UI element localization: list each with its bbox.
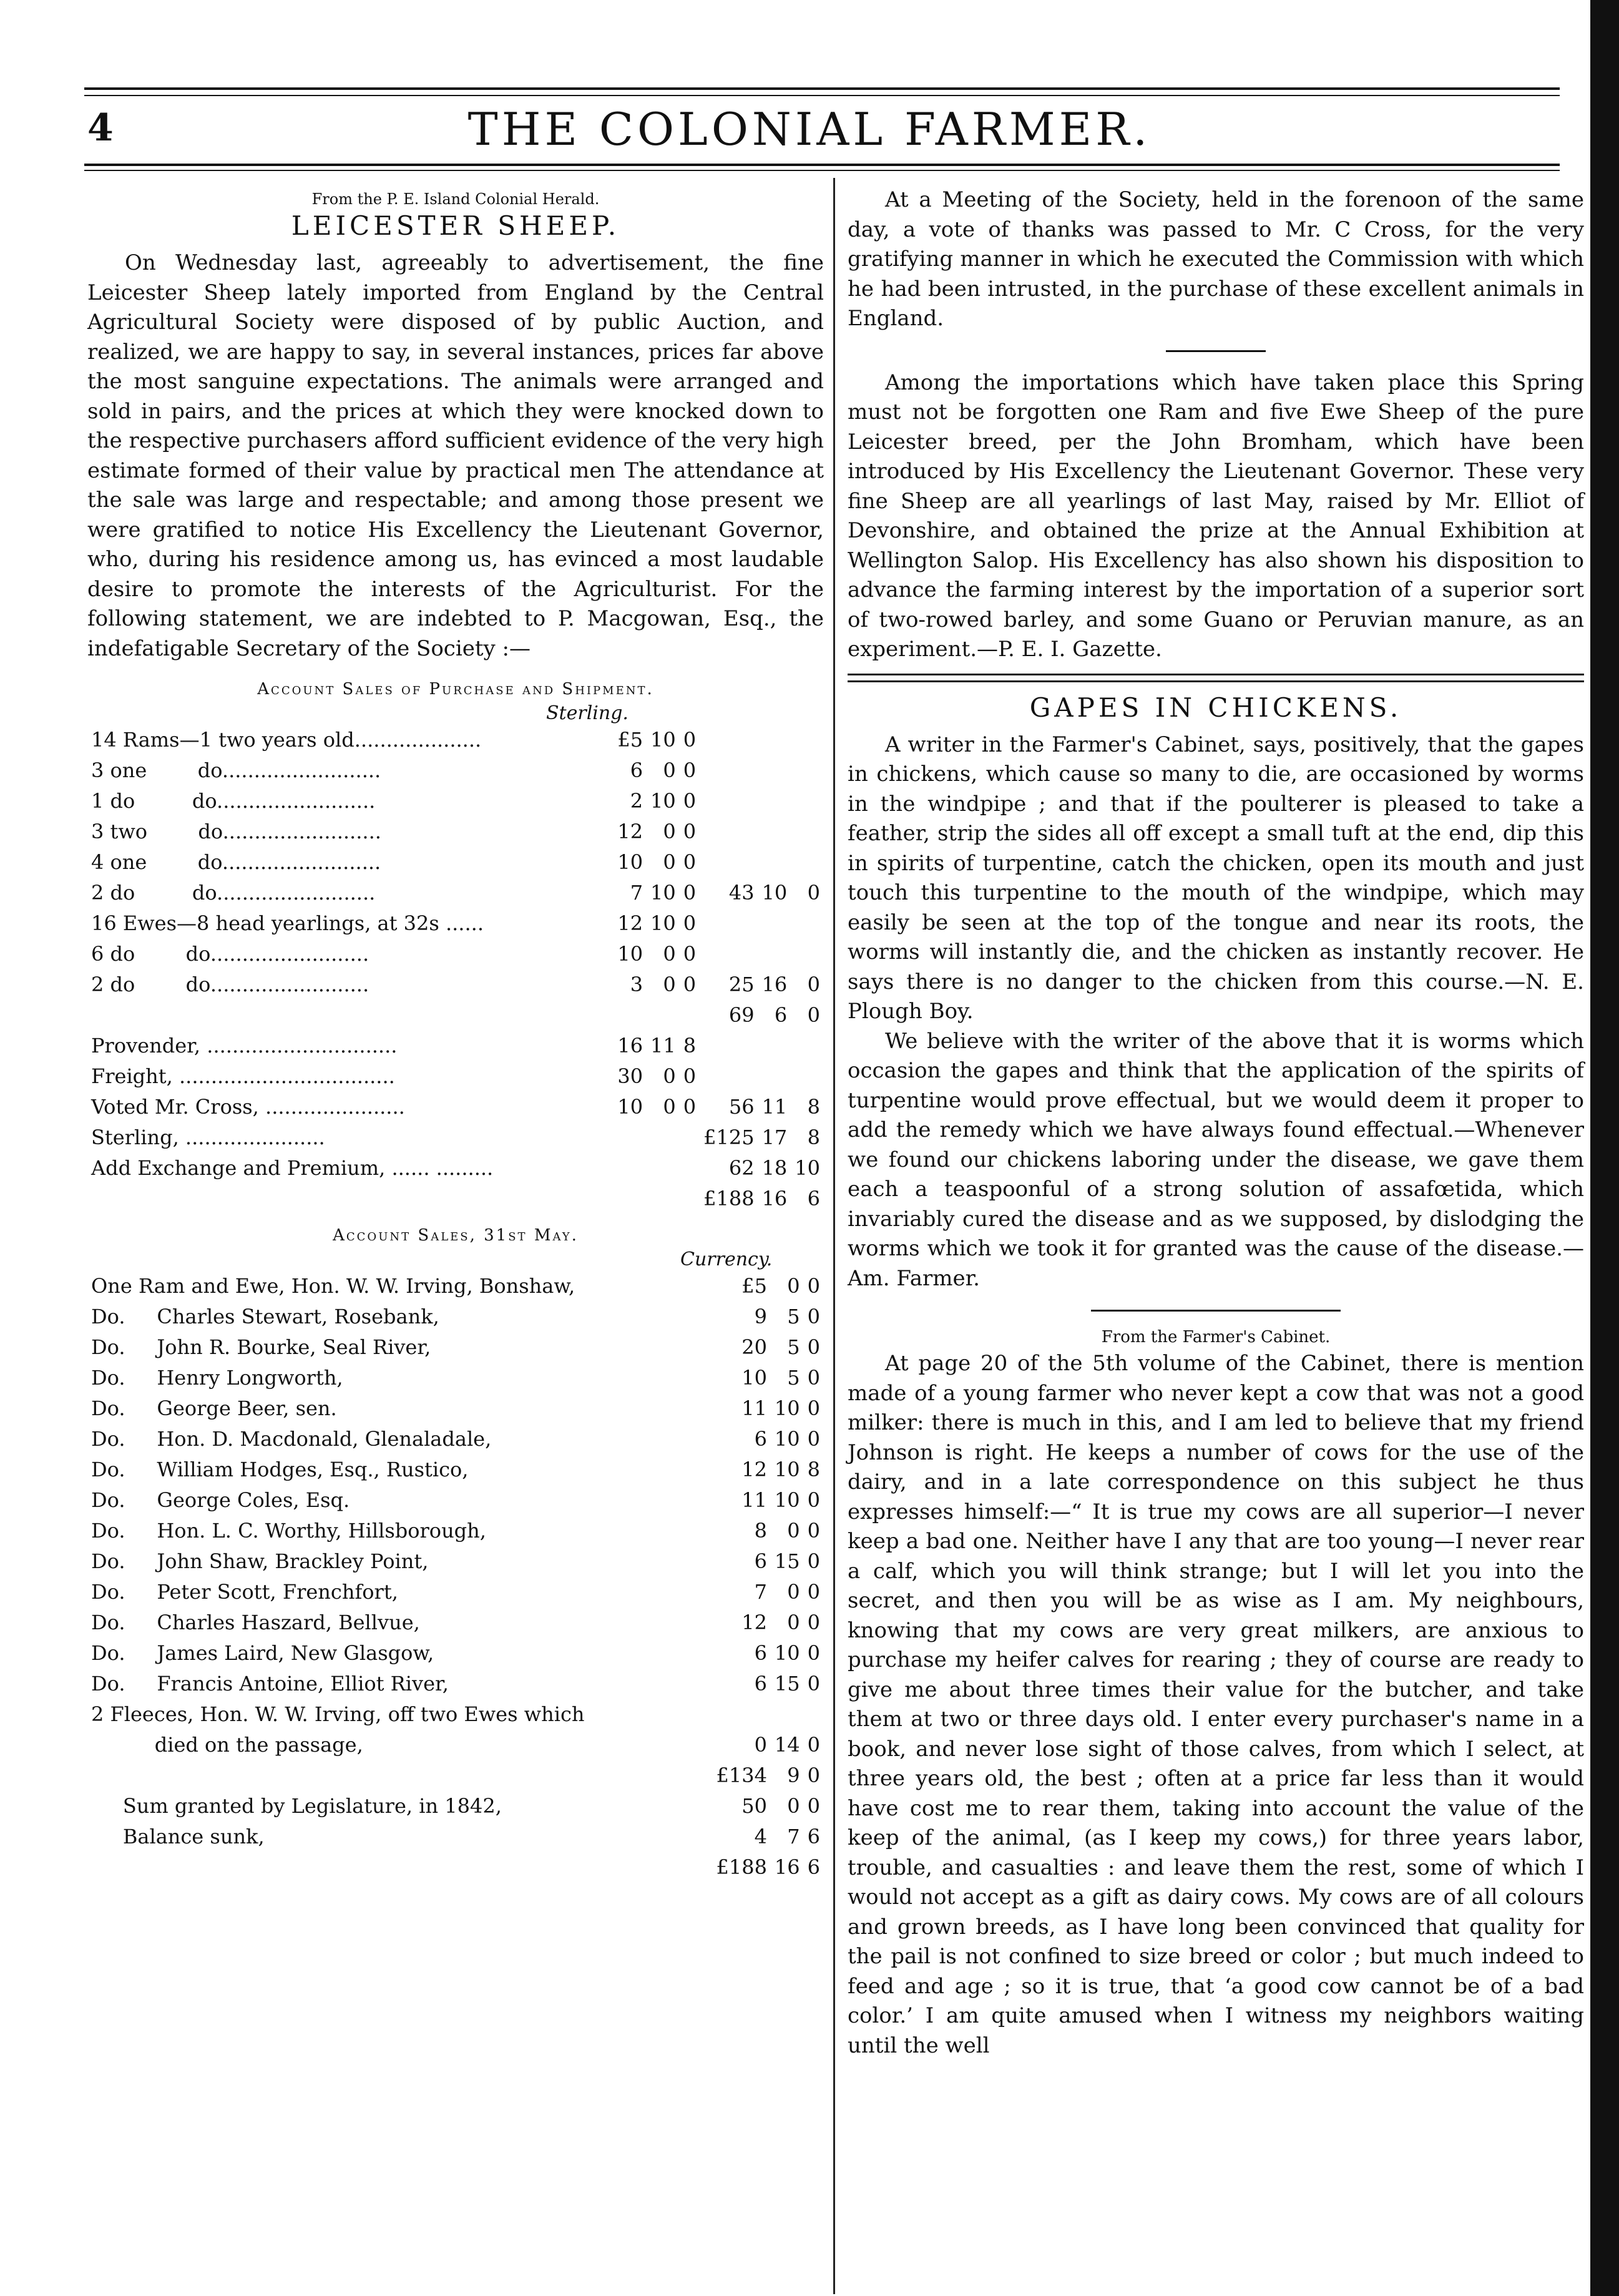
- account-amount: [700, 1030, 758, 1061]
- account-item: [87, 1183, 614, 1214]
- account-amount: 17: [761, 1125, 788, 1149]
- account-amount: [680, 1122, 700, 1152]
- account-amount: 50: [741, 1793, 767, 1818]
- account-amount: 18: [761, 1155, 788, 1180]
- account-item: 3 two do.........................: [91, 819, 381, 843]
- account-amount: 12: [741, 1610, 767, 1634]
- account-amount: [647, 999, 680, 1030]
- account-amount: 9: [787, 1763, 800, 1787]
- account-amount: 0: [683, 788, 697, 813]
- account-row: [87, 908, 824, 938]
- account-item: 3 one do.........................: [91, 758, 381, 782]
- account-item: 16 Ewes—8 head yearlings, at 32s ......: [91, 911, 484, 935]
- account-row: [87, 1515, 824, 1546]
- account-row: [87, 1270, 824, 1301]
- account-item: 1 do do.........................: [91, 788, 376, 813]
- account-amount: 0: [683, 758, 697, 782]
- account-amount: 0: [663, 850, 676, 874]
- account-item: Do. William Hodges, Esq., Rustico,: [91, 1457, 469, 1481]
- account-item: [87, 1852, 712, 1882]
- account-amount: 0: [663, 819, 676, 843]
- masthead-rule: [84, 164, 1560, 166]
- account-amount: 0: [683, 880, 697, 905]
- account-amount: 5: [787, 1365, 800, 1390]
- account-amount: 0: [683, 850, 697, 874]
- account-amount: 7: [630, 880, 643, 905]
- account-row: [87, 1699, 824, 1729]
- account-amount: 10: [774, 1488, 800, 1512]
- account-amount: 5: [787, 1335, 800, 1359]
- account-amount: [700, 1061, 758, 1091]
- account-item: 2 Fleeces, Hon. W. W. Irving, off two Ewes which: [91, 1702, 585, 1726]
- account-amount: [791, 1030, 824, 1061]
- account-amount: 25: [728, 972, 755, 996]
- account-amount: 11: [761, 1094, 788, 1119]
- account-item: 2 do do.........................: [91, 972, 369, 996]
- account-row: [87, 1122, 824, 1152]
- account-amount: [791, 785, 824, 816]
- account-amount: [758, 724, 791, 755]
- account-item: Do. Henry Longworth,: [91, 1365, 343, 1390]
- account-amount: 0: [807, 1365, 820, 1390]
- account-amount: 0: [663, 941, 676, 966]
- account-amount: 0: [683, 972, 697, 996]
- right-column: [848, 178, 1584, 2061]
- account-amount: 8: [807, 1125, 820, 1149]
- account-amount: 0: [807, 1579, 820, 1604]
- account-amount: £134: [716, 1763, 767, 1787]
- gapes-headline: GAPES IN CHICKENS.: [1029, 692, 1402, 723]
- account-amount: 6: [807, 1186, 820, 1210]
- account-row: [87, 938, 824, 969]
- account-amount: 0: [683, 819, 697, 843]
- account-item: Do. Hon. D. Macdonald, Glenaladale,: [91, 1426, 492, 1451]
- masthead: THE COLONIAL FARMER.: [467, 103, 1152, 155]
- account-amount: 7: [787, 1824, 800, 1848]
- account-amount: 0: [663, 758, 676, 782]
- account-row: [87, 1546, 824, 1576]
- account-row: [87, 1760, 824, 1790]
- account-item: Freight, ..................................: [91, 1064, 395, 1088]
- account-row: [87, 969, 824, 999]
- account-item: Provender, ..............................: [91, 1033, 398, 1057]
- account-amount: 0: [683, 941, 697, 966]
- account-amount: 0: [807, 1793, 820, 1818]
- sales-table: [87, 1270, 824, 1882]
- account-amount: [700, 755, 758, 785]
- account-amount: 0: [787, 1610, 800, 1634]
- top-rule-thin: [84, 95, 1560, 96]
- account-item: died on the passage,: [91, 1732, 363, 1757]
- article-source: From the P. E. Island Colonial Herald.: [311, 190, 600, 208]
- account-amount: 0: [807, 1763, 820, 1787]
- account-amount: 6: [754, 1549, 767, 1573]
- account-row: [87, 1423, 824, 1454]
- account-amount: [758, 938, 791, 969]
- article-headline: LEICESTER SHEEP.: [291, 210, 620, 241]
- account-amount: 0: [807, 1335, 820, 1359]
- account-amount: 6: [807, 1855, 820, 1879]
- account-row: [87, 1393, 824, 1423]
- account-amount: 43: [728, 880, 755, 905]
- account-amount: [791, 724, 824, 755]
- account-amount: [791, 938, 824, 969]
- account-amount: [614, 1183, 647, 1214]
- account-amount: 15: [774, 1549, 800, 1573]
- account-amount: 0: [807, 1426, 820, 1451]
- account-amount: 0: [754, 1732, 767, 1757]
- account-amount: 8: [754, 1518, 767, 1543]
- account-row: [87, 1668, 824, 1699]
- account-item: Do. Charles Stewart, Rosebank,: [91, 1304, 439, 1328]
- account-amount: 0: [807, 1671, 820, 1695]
- account-amount: 62: [728, 1155, 755, 1180]
- account-amount: 11: [741, 1396, 767, 1420]
- account-amount: 6: [754, 1641, 767, 1665]
- account-amount: 2: [630, 788, 643, 813]
- account-row: [87, 785, 824, 816]
- account-amount: [614, 1122, 647, 1152]
- account-amount: [791, 1061, 824, 1091]
- account-amount: 0: [807, 1003, 820, 1027]
- article-intro: On Wednesday last, agreeably to advertisement, the fine Leicester Sheep lately imported from England by the Central Agricultural Society were disposed of by public Auction, and realized, we are happy to say, in several instances, prices far above the most sanguine expectations. The animals were arranged and sold in pairs, and the prices at which they were knocked down to the respective purchasers afford sufficient evidence of the very high estimate formed of their value by practical men The attendance at the sale was large and respectable; and among those present we were gratified to notice His Excellency the Lieutenant Governor, who, during his residence among us, has evinced a most laudable desire to promote the interests of the Agriculturist. For the following statement, we are indebted to P. Macgowan, Esq., the indefatigable Secretary of the Society :—: [87, 250, 824, 661]
- account-amount: 6: [754, 1426, 767, 1451]
- account-row: [87, 846, 824, 877]
- account-amount: 10: [774, 1426, 800, 1451]
- account-amount: 8: [807, 1094, 820, 1119]
- account-amount: [614, 1152, 647, 1183]
- account-amount: 0: [807, 1488, 820, 1512]
- account-amount: 11: [650, 1033, 676, 1057]
- account-amount: 16: [761, 1186, 788, 1210]
- account-row: [87, 877, 824, 908]
- account-row: [87, 1152, 824, 1183]
- account-amount: 0: [787, 1793, 800, 1818]
- meeting-paragraph: At a Meeting of the Society, held in the forenoon of the same day, a vote of thanks was passed to Mr. C Cross, for the very gratifying manner in which he executed the Commission with which he had been intrusted, in the purchase of these excellent animals in England.: [848, 187, 1584, 331]
- account-amount: 0: [683, 1064, 697, 1088]
- account-row: [87, 999, 824, 1030]
- account-row: [87, 1821, 824, 1852]
- account-amount: 6: [807, 1824, 820, 1848]
- account-amount: [647, 1183, 680, 1214]
- account-amount: [758, 755, 791, 785]
- account-amount: 6: [774, 1003, 788, 1027]
- account-amount: 10: [774, 1457, 800, 1481]
- account-amount: 69: [728, 1003, 755, 1027]
- account-item: Do. John Shaw, Brackley Point,: [91, 1549, 429, 1573]
- account-amount: [758, 846, 791, 877]
- account-item: [87, 999, 614, 1030]
- account-amount: [700, 785, 758, 816]
- account-row: [87, 1790, 824, 1821]
- account-item: Voted Mr. Cross, ......................: [91, 1094, 405, 1119]
- table1-currency: Sterling.: [546, 702, 629, 724]
- account-amount: 10: [774, 1641, 800, 1665]
- account-amount: 20: [741, 1335, 767, 1359]
- account-amount: £125: [703, 1125, 755, 1149]
- account-amount: 10: [761, 880, 788, 905]
- account-amount: 8: [683, 1033, 697, 1057]
- account-item: Do. Charles Haszard, Bellvue,: [91, 1610, 420, 1634]
- separator-2: [1091, 1310, 1341, 1312]
- account-item: Do. John R. Bourke, Seal River,: [91, 1335, 431, 1359]
- account-item: Do. George Beer, sen.: [91, 1396, 337, 1420]
- account-amount: 10: [650, 788, 676, 813]
- account-amount: £5: [617, 727, 643, 752]
- account-item: [87, 1760, 712, 1790]
- account-row: [87, 1637, 824, 1668]
- account-amount: [758, 1061, 791, 1091]
- account-amount: [647, 1152, 680, 1183]
- account-amount: 5: [787, 1304, 800, 1328]
- account-amount: 6: [630, 758, 643, 782]
- account-amount: 0: [807, 1549, 820, 1573]
- account-amount: 10: [617, 1094, 643, 1119]
- account-item: Add Exchange and Premium, ...... .........: [91, 1155, 494, 1180]
- account-amount: £188: [703, 1186, 755, 1210]
- account-amount: £188: [716, 1855, 767, 1879]
- account-row: [87, 1484, 824, 1515]
- table2-currency: Currency.: [680, 1249, 773, 1270]
- account-item: 4 one do.........................: [91, 850, 381, 874]
- account-amount: 0: [807, 1641, 820, 1665]
- account-amount: [758, 785, 791, 816]
- account-amount: [680, 999, 700, 1030]
- account-amount: 0: [807, 1396, 820, 1420]
- account-amount: 0: [807, 880, 820, 905]
- account-amount: 30: [617, 1064, 643, 1088]
- account-amount: 15: [774, 1671, 800, 1695]
- table2-title: Account Sales, 31st May.: [333, 1226, 579, 1245]
- double-rule: [848, 674, 1584, 682]
- account-amount: [700, 908, 758, 938]
- account-amount: [647, 1122, 680, 1152]
- account-amount: 0: [683, 911, 697, 935]
- account-item: Do. Francis Antoine, Elliot River,: [91, 1671, 449, 1695]
- account-amount: 10: [650, 727, 676, 752]
- account-amount: 9: [754, 1304, 767, 1328]
- account-amount: [700, 724, 758, 755]
- account-amount: 0: [683, 727, 697, 752]
- account-amount: [758, 908, 791, 938]
- account-amount: 0: [787, 1518, 800, 1543]
- account-row: [87, 1454, 824, 1484]
- account-row: [87, 1183, 824, 1214]
- account-row: [87, 724, 824, 755]
- account-amount: [758, 816, 791, 846]
- account-amount: [804, 1699, 824, 1729]
- account-amount: 0: [807, 1732, 820, 1757]
- account-amount: 10: [741, 1365, 767, 1390]
- account-amount: 0: [807, 1304, 820, 1328]
- column-divider: [833, 178, 835, 2294]
- account-row: [87, 1576, 824, 1607]
- account-row: [87, 1362, 824, 1393]
- left-column: [87, 178, 824, 1882]
- account-item: 2 do do.........................: [91, 880, 376, 905]
- account-amount: 0: [683, 1094, 697, 1119]
- account-amount: 11: [741, 1488, 767, 1512]
- account-row: [87, 1607, 824, 1637]
- account-amount: [791, 755, 824, 785]
- account-amount: [700, 816, 758, 846]
- account-amount: 14: [774, 1732, 800, 1757]
- scan-edge-shadow: [1590, 0, 1619, 2296]
- account-row: [87, 1852, 824, 1882]
- account-amount: [680, 1152, 700, 1183]
- account-amount: 7: [754, 1579, 767, 1604]
- account-amount: 8: [807, 1457, 820, 1481]
- account-row: [87, 1030, 824, 1061]
- account-row: [87, 1729, 824, 1760]
- account-amount: [758, 1030, 791, 1061]
- account-amount: 12: [617, 911, 643, 935]
- account-amount: 16: [761, 972, 788, 996]
- account-amount: [700, 846, 758, 877]
- account-amount: [771, 1699, 804, 1729]
- account-item: Do. James Laird, New Glasgow,: [91, 1641, 434, 1665]
- account-amount: £5: [741, 1273, 767, 1298]
- account-amount: [712, 1699, 770, 1729]
- account-row: [87, 1301, 824, 1332]
- account-amount: 56: [728, 1094, 755, 1119]
- account-amount: 10: [650, 911, 676, 935]
- account-amount: [791, 908, 824, 938]
- account-amount: 10: [650, 880, 676, 905]
- account-row: [87, 755, 824, 785]
- account-amount: 0: [807, 1273, 820, 1298]
- account-item: Balance sunk,: [91, 1824, 265, 1848]
- account-amount: 12: [617, 819, 643, 843]
- account-item: 6 do do.........................: [91, 941, 369, 966]
- account-amount: [700, 938, 758, 969]
- account-amount: 0: [807, 1610, 820, 1634]
- account-amount: 0: [787, 1579, 800, 1604]
- account-row: [87, 816, 824, 846]
- purchase-shipment-table: [87, 724, 824, 1214]
- account-amount: 0: [663, 972, 676, 996]
- account-amount: 0: [663, 1064, 676, 1088]
- account-amount: [680, 1183, 700, 1214]
- account-amount: 0: [807, 972, 820, 996]
- importations-paragraph: Among the importations which have taken place this Spring must not be forgotten one Ram and five Ewe Sheep of the pure Leicester breed, per the John Bromham, which have been introduced by His Excellency the Lieutenant Governor. These very fine Sheep are all yearlings of last May, raised by Mr. Elliot of Devonshire, and obtained the prize at the Annual Exhibition at Wellington Salop. His Excellency has also shown his disposition to advance the farming interest by the importation of a superior sort of two-rowed barley, and some Guano or Peruvian manure, as an experiment.—P. E. I. Gazette.: [848, 370, 1584, 662]
- account-row: [87, 1332, 824, 1362]
- account-item: 14 Rams—1 two years old....................: [91, 727, 482, 752]
- account-row: [87, 1091, 824, 1122]
- account-row: [87, 1061, 824, 1091]
- account-amount: 12: [741, 1457, 767, 1481]
- account-item: Sum granted by Legislature, in 1842,: [91, 1793, 502, 1818]
- account-amount: 0: [663, 1094, 676, 1119]
- account-amount: 10: [774, 1396, 800, 1420]
- account-item: Do. George Coles, Esq.: [91, 1488, 350, 1512]
- account-item: Do. Hon. L. C. Worthy, Hillsborough,: [91, 1518, 486, 1543]
- remedy-paragraph: We believe with the writer of the above that it is worms which occasion the gapes and think that the application of the spirits of turpentine would prove effectual, but we would deem it proper to add the remedy which we have always found effectual.—Whenever we found our chickens laboring under the disease, we gave them each a teaspoonful of a strong solution of assafœtida, which invariably cured the disease and as we supposed, by dislodging the worms which we took it for granted was the cause of the disease.—Am. Farmer.: [848, 1028, 1584, 1291]
- account-amount: 6: [754, 1671, 767, 1695]
- account-amount: [614, 999, 647, 1030]
- table1-title: Account Sales of Purchase and Shipment.: [257, 680, 654, 699]
- cabinet-paragraph: At page 20 of the 5th volume of the Cabinet, there is mention made of a young farmer who never kept a cow that was not a good milker: there is much in this, and I am led to believe that my friend Johnson is right. He keeps a number of cows for the use of the dairy, and in a late correspondence on this subject he thus expresses himself:—“ It is true my cows are all superior—I never keep a bad one. Neither have I any that are too young—I never rear a calf, which you will think strange; but I will let you into the secret, and then you will be as wise as I am. My neighbours, knowing that my cows are very great milkers, are anxious to purchase my heifer calves for rearing ; they of course are ready to give me about three times their value for the butcher, and take them at two or three days old. I enter every purchaser's name in a book, and never lose sight of those calves, from which I select, at three years old, the best ; often at a price far less than it would have cost me to rear them, taking into account the value of the keep of the animal, (as I keep my cows,) for three years labor, trouble, and casualties : and leave them the rest, some of which I would not accept as a gift as dairy cows. My cows are of all colours and grown breeds, as I have long been convinced that quality for the pail is not confined to size breed or color ; but much indeed to feed and age ; so it is true, that ‘a good cow cannot be of a bad color.’ I am quite amused when I witness my neighbors waiting until the well: [848, 1351, 1584, 2058]
- masthead-rule-thin: [84, 170, 1560, 171]
- page-number: 4: [87, 106, 114, 150]
- account-amount: 3: [630, 972, 643, 996]
- separator: [1166, 350, 1266, 352]
- account-amount: 16: [774, 1855, 800, 1879]
- gapes-paragraph: A writer in the Farmer's Cabinet, says, positively, that the gapes in chickens, which cause so many to die, are occasioned by worms in the windpipe ; and that if the poulterer is pleased to take a feather, strip the sides all off except a small tuft at the end, dip this in spirits of turpentine, catch the chicken, open its mouth and just touch this turpentine to the mouth of the windpipe, which may easily be seen at the top of the tongue and near its roots, the worms will instantly die, and the chicken as instantly recover. He says there is no danger to the chicken from this course.—N. E. Plough Boy.: [848, 732, 1584, 1024]
- top-rule: [84, 87, 1560, 90]
- account-amount: 4: [754, 1824, 767, 1848]
- account-item: Sterling, ......................: [91, 1125, 325, 1149]
- account-amount: [791, 816, 824, 846]
- account-item: One Ram and Ewe, Hon. W. W. Irving, Bonshaw,: [91, 1273, 575, 1298]
- account-amount: 0: [787, 1273, 800, 1298]
- account-item: Do. Peter Scott, Frenchfort,: [91, 1579, 398, 1604]
- account-amount: 0: [807, 1518, 820, 1543]
- account-amount: 10: [795, 1155, 820, 1180]
- account-amount: 10: [617, 941, 643, 966]
- cabinet-source: From the Farmer's Cabinet.: [1101, 1328, 1331, 1347]
- account-amount: [791, 846, 824, 877]
- account-amount: 10: [617, 850, 643, 874]
- account-amount: 16: [617, 1033, 643, 1057]
